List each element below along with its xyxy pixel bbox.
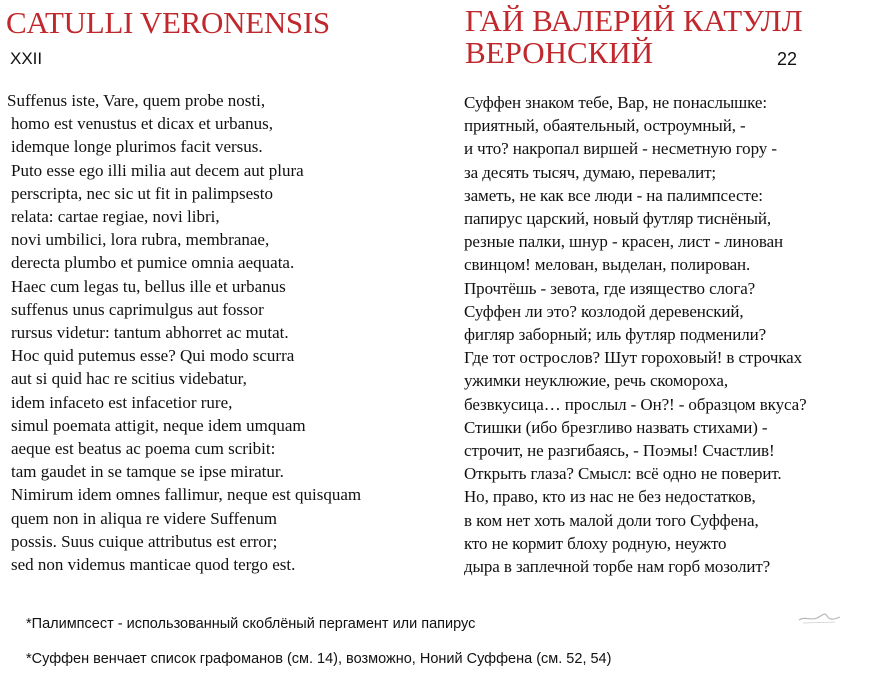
russian-line: безвкусица… прослыл - Он?! - образцом вкуса? — [464, 394, 807, 414]
latin-line: perscripta, nec sic ut fit in palimpsesto — [11, 183, 274, 203]
russian-line: резные палки, шнур - красен, лист - линован — [464, 232, 784, 252]
latin-line: Suffenus iste, Vare, quem probe nosti, — [7, 91, 266, 110]
footnote-suffenus: *Суффен венчает список графоманов (см. 14), возможно, Ноний Суффена (см. 52, 54) — [26, 651, 612, 667]
russian-title-line-1: ГАЙ ВАЛЕРИЙ КАТУЛЛ — [465, 3, 803, 38]
russian-title — [465, 5, 803, 69]
russian-line: кто не кормит блоху родную, неужто — [464, 533, 727, 553]
latin-line: Puto esse ego illi milia aut decem aut plura — [11, 160, 304, 180]
latin-line: relata: cartae regiae, novi libri, — [11, 207, 220, 227]
russian-line: Суффен знаком тебе, Вар, не понаслышке: — [464, 93, 767, 112]
latin-line: quem non in aliqua re videre Suffenum — [11, 508, 277, 528]
russian-line: за десять тысяч, думаю, перевалит; — [464, 162, 717, 182]
latin-line: sed non videmus manticae quod tergo est. — [11, 555, 296, 575]
russian-line: Открыть глаза? Смысл: всё одно не поверит. — [464, 464, 782, 484]
russian-line: дыра в заплечной торбе нам горб мозолит? — [464, 557, 771, 577]
russian-line: папирус царский, новый футляр тиснёный, — [464, 209, 772, 229]
footnote-palimpsest: *Палимпсест - использованный скоблёный пергамент или папирус — [26, 616, 476, 632]
latin-line: suffenus unus caprimulgus aut fossor — [11, 299, 264, 319]
latin-poem-number: XXII — [10, 49, 43, 68]
latin-line: rursus videtur: tantum abhorret ac mutat. — [11, 323, 289, 343]
russian-line: в ком нет хоть малой доли того Суффена, — [464, 510, 759, 530]
russian-poem — [464, 91, 875, 578]
russian-title-line-2: ВЕРОНСКИЙ — [465, 35, 654, 70]
latin-line: homo est venustus et dicax et urbanus, — [11, 114, 274, 134]
russian-line: свинцом! мелован, выделан, полирован. — [464, 255, 751, 275]
russian-poem-number: 22 — [777, 49, 798, 69]
latin-line: aeque est beatus ac poema cum scribit: — [11, 439, 276, 459]
latin-line: idem infaceto est infacetior rure, — [11, 392, 233, 412]
latin-line: tam gaudet in se tamque se ipse miratur. — [11, 462, 284, 482]
russian-line: приятный, обаятельный, остроумный, - — [464, 116, 746, 136]
russian-line: строчит, не разгибаясь, - Поэмы! Счастлив! — [464, 441, 775, 461]
russian-line: Суффен ли это? козлодой деревенский, — [464, 301, 744, 321]
russian-line: Но, право, кто из нас не без недостатков, — [464, 487, 756, 507]
latin-poem — [7, 89, 447, 576]
latin-line: Haec cum legas tu, bellus ille et urbanus — [11, 276, 286, 296]
latin-line: Hoc quid putemus esse? Qui modo scurra — [11, 346, 295, 366]
russian-line: заметь, не как все люди - на палимпсесте: — [464, 185, 763, 205]
latin-line: derecta plumbo et pumice omnia aequata. — [11, 253, 295, 273]
russian-line: и что? накропал виршей - несметную гору - — [464, 139, 777, 159]
russian-line: Где тот острослов? Шут гороховый! в строчках — [464, 348, 803, 368]
latin-line: Nimirum idem omnes fallimur, neque est quisquam — [11, 485, 362, 505]
russian-line: Стишки (ибо брезгливо назвать стихами) - — [464, 417, 768, 437]
russian-line: Прочтёшь - зевота, где изящество слога? — [464, 278, 756, 298]
russian-line: фигляр заборный; иль футляр подменили? — [464, 325, 767, 345]
signature-mark — [797, 606, 842, 626]
russian-line: ужимки неуклюжие, речь скомороха, — [464, 371, 729, 391]
latin-title: CATULLI VERONENSIS — [6, 5, 330, 40]
latin-line: aut si quid hac re scitius videbatur, — [11, 369, 247, 389]
latin-line: novi umbilici, lora rubra, membranae, — [11, 230, 270, 250]
latin-line: idemque longe plurimos facit versus. — [11, 137, 263, 157]
latin-line: simul poemata attigit, neque idem umquam — [11, 415, 306, 435]
latin-line: possis. Suus cuique attributus est error; — [11, 531, 278, 551]
